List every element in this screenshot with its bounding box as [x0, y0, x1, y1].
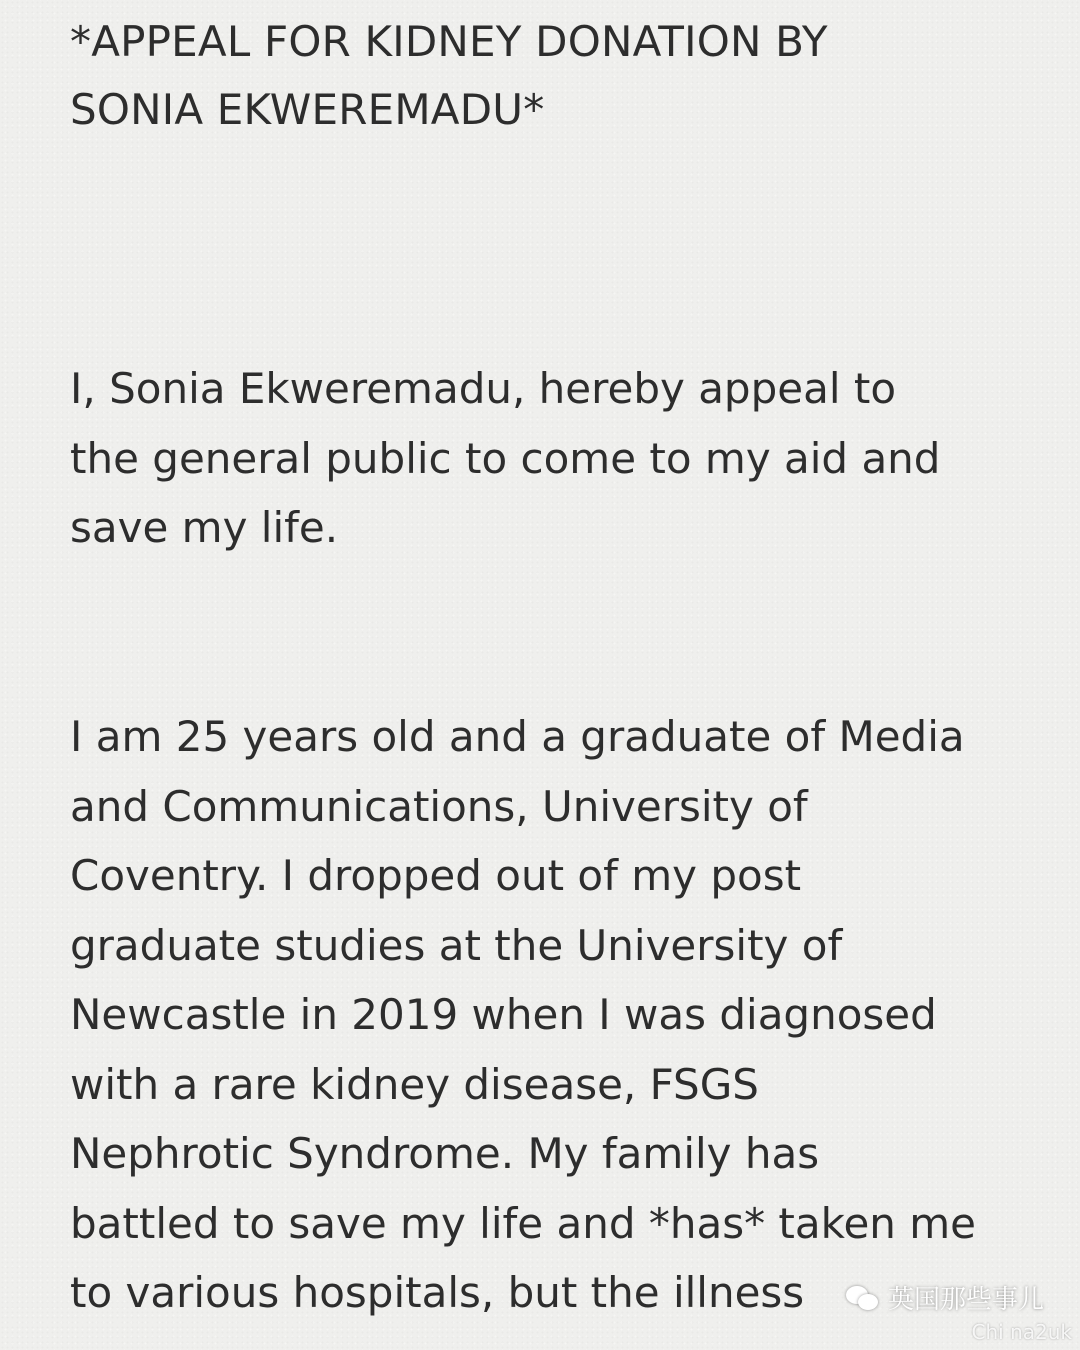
watermark-label: 英国那些事儿 — [887, 1285, 1044, 1315]
paragraph-background: I am 25 years old and a graduate of Media and Communications, University of Coventry. I dropped out of my post graduate studies at the University of Newcastle in 2019 when I was diagnosed with a rare kidney disease, FSGS Nephrotic Syndrome. My family has battled to save my life and *has* taken me to various hospitals, but the illness — [70, 712, 977, 1317]
watermark — [846, 1279, 1044, 1316]
document-title: *APPEAL FOR KIDNEY DONATION BY SONIA EKWEREMADU* — [70, 17, 828, 134]
paragraph-appeal: I, Sonia Ekweremadu, hereby appeal to the general public to come to my aid and save my life. — [70, 364, 941, 552]
wechat-icon — [846, 1284, 880, 1312]
watermark-sub: Chi na2uk — [971, 1320, 1072, 1344]
